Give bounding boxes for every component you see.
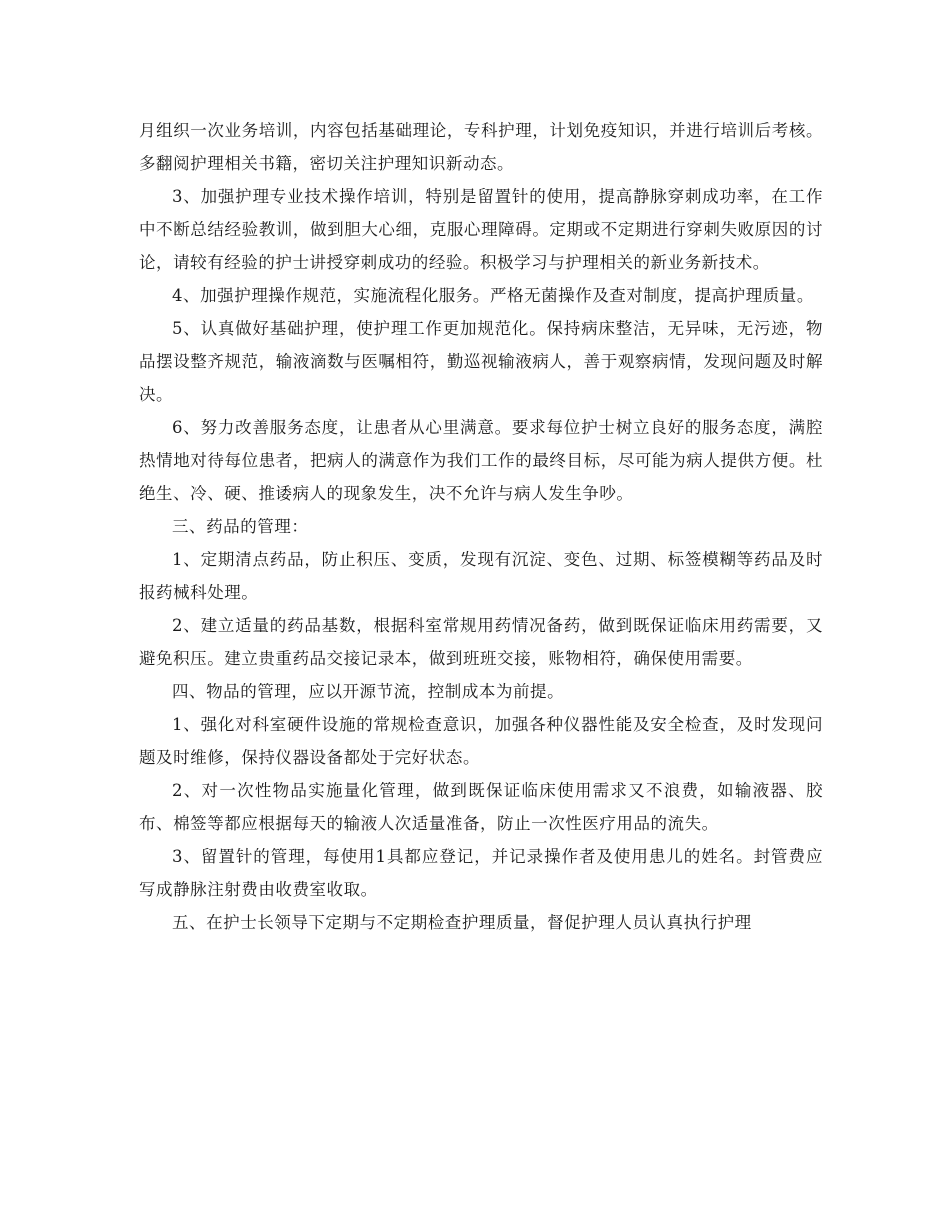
paragraph: 6、努力改善服务态度，让患者从心里满意。要求每位护士树立良好的服务态度，满腔热情地对待每位患者，把病人的满意作为我们工作的最终目标，尽可能为病人提供方便。杜绝生、冷、硬、推诿病人的现象发生，决不允许与病人发生争吵。 xyxy=(139,418,823,503)
paragraph: 1、强化对科室硬件设施的常规检查意识，加强各种仪器性能及安全检查，及时发现问题及时维修，保持仪器设备都处于完好状态。 xyxy=(139,715,823,767)
section-heading: 三、药品的管理： xyxy=(172,517,309,536)
section-heading: 四、物品的管理，应以开源节流，控制成本为前提。 xyxy=(172,682,565,701)
document-page xyxy=(139,114,823,939)
paragraph: 3、留置针的管理，每使用1具都应登记，并记录操作者及使用患儿的姓名。封管费应写成静脉注射费由收费室收取。 xyxy=(139,847,823,899)
paragraph: 月组织一次业务培训，内容包括基础理论，专科护理，计划免疫知识，并进行培训后考核。多翻阅护理相关书籍，密切关注护理知识新动态。 xyxy=(139,121,823,173)
paragraph: 4、加强护理操作规范，实施流程化服务。严格无菌操作及查对制度，提高护理质量。 xyxy=(172,286,814,305)
section-heading: 五、在护士长领导下定期与不定期检查护理质量，督促护理人员认真执行护理 xyxy=(172,913,752,932)
paragraph: 1、定期清点药品，防止积压、变质，发现有沉淀、变色、过期、标签模糊等药品及时报药械科处理。 xyxy=(139,550,823,602)
paragraph: 5、认真做好基础护理，使护理工作更加规范化。保持病床整洁，无异味，无污迹，物品摆设整齐规范，输液滴数与医嘱相符，勤巡视输液病人，善于观察病情，发现问题及时解决。 xyxy=(139,319,823,404)
paragraph: 3、加强护理专业技术操作培训，特别是留置针的使用，提高静脉穿刺成功率，在工作中不断总结经验教训，做到胆大心细，克服心理障碍。定期或不定期进行穿刺失败原因的讨论，请较有经验的护士讲授穿刺成功的经验。积极学习与护理相关的新业务新技术。 xyxy=(139,187,823,272)
paragraph: 2、对一次性物品实施量化管理，做到既保证临床使用需求又不浪费，如输液器、胶布、棉签等都应根据每天的输液人次适量准备，防止一次性医疗用品的流失。 xyxy=(139,781,823,833)
paragraph: 2、建立适量的药品基数，根据科室常规用药情况备药，做到既保证临床用药需要，又避免积压。建立贵重药品交接记录本，做到班班交接，账物相符，确保使用需要。 xyxy=(139,616,823,668)
